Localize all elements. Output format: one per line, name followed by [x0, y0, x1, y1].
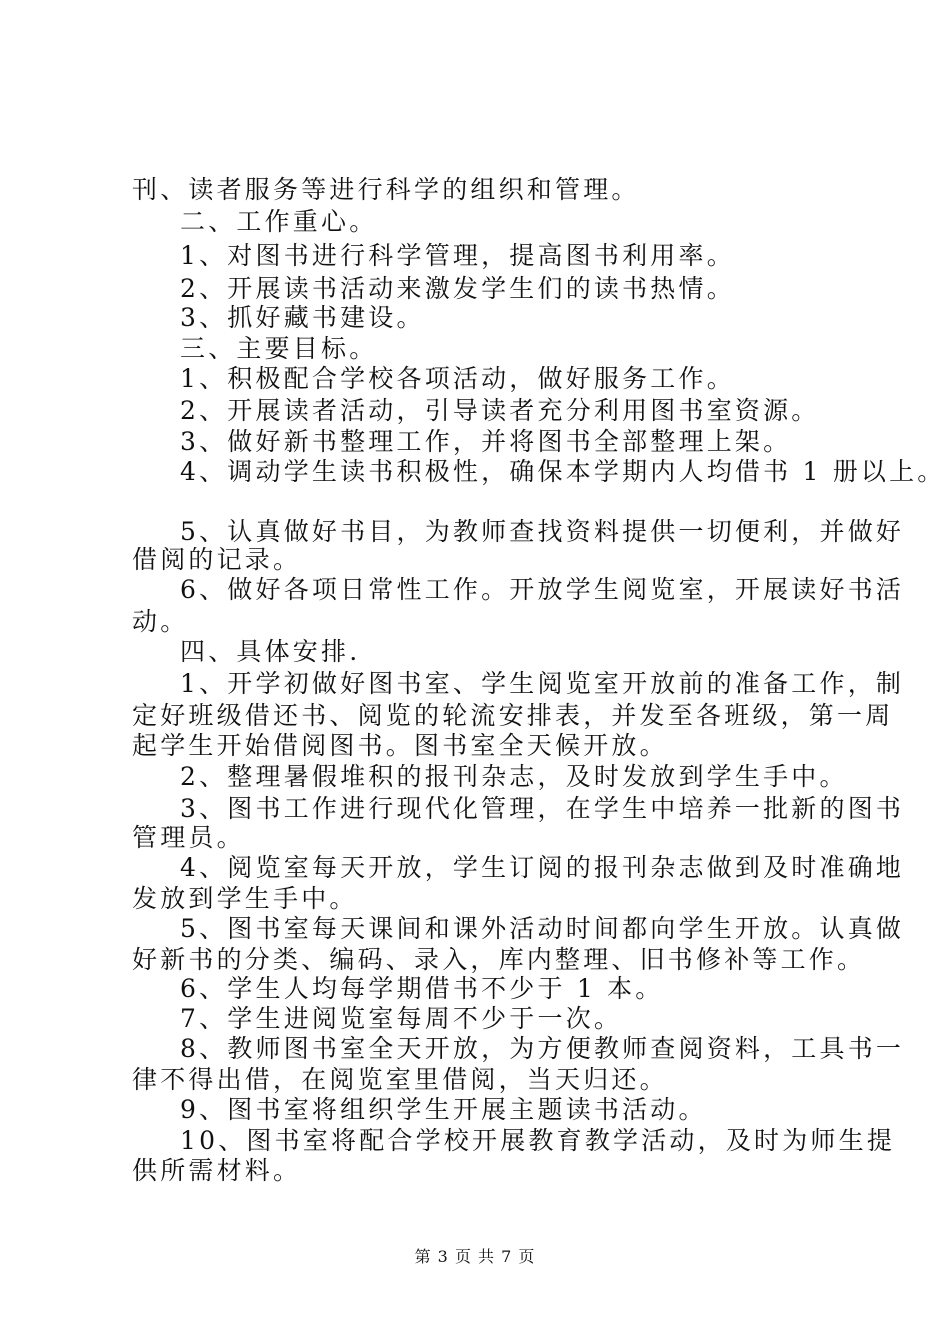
- text-line: 3、抓好藏书建设。: [180, 303, 425, 332]
- section-heading: 二、工作重心。: [180, 207, 378, 236]
- text-line: 9、图书室将组织学生开展主题读书活动。: [180, 1095, 707, 1124]
- text-line: 1、对图书进行科学管理，提高图书利用率。: [180, 241, 735, 270]
- text-line: 起学生开始借阅图书。图书室全天候开放。: [132, 731, 668, 760]
- text-line: 借阅的记录。: [132, 545, 302, 574]
- text-line: 好新书的分类、编码、录入，库内整理、旧书修补等工作。: [132, 945, 866, 974]
- section-heading: 三、主要目标。: [180, 334, 378, 363]
- text-line: 4、阅览室每天开放，学生订阅的报刊杂志做到及时准确地: [180, 853, 905, 882]
- text-line: 8、教师图书室全天开放，为方便教师查阅资料，工具书一: [180, 1034, 905, 1063]
- text-line: 10、图书室将配合学校开展教育教学活动，及时为师生提: [180, 1126, 896, 1155]
- page-number-footer: 第 3 页 共 7 页: [414, 1247, 536, 1266]
- text-line: 发放到学生手中。: [132, 884, 358, 913]
- text-line: 供所需材料。: [132, 1156, 302, 1185]
- text-line: 刊、读者服务等进行科学的组织和管理。: [132, 175, 640, 204]
- text-line: 4、调动学生读书积极性，确保本学期内人均借书 1 册以上。: [180, 457, 946, 486]
- text-line: 5、认真做好书目，为教师查找资料提供一切便利，并做好: [180, 517, 905, 546]
- text-line: 管理员。: [132, 823, 245, 852]
- text-line: 3、图书工作进行现代化管理，在学生中培养一批新的图书: [180, 794, 905, 823]
- text-line: 律不得出借，在阅览室里借阅，当天归还。: [132, 1065, 668, 1094]
- text-line: 5、图书室每天课间和课外活动时间都向学生开放。认真做: [180, 914, 905, 943]
- text-line: 2、开展读书活动来激发学生们的读书热情。: [180, 274, 735, 303]
- text-line: 6、做好各项日常性工作。开放学生阅览室，开展读好书活: [180, 575, 905, 604]
- section-heading: 四、具体安排.: [180, 637, 361, 666]
- text-line: 6、学生人均每学期借书不少于 1 本。: [180, 974, 664, 1003]
- text-line: 3、做好新书整理工作，并将图书全部整理上架。: [180, 427, 792, 456]
- text-line: 定好班级借还书、阅览的轮流安排表，并发至各班级，第一周: [132, 701, 894, 730]
- text-line: 动。: [132, 607, 189, 636]
- text-line: 2、开展读者活动，引导读者充分利用图书室资源。: [180, 396, 820, 425]
- text-line: 2、整理暑假堆积的报刊杂志，及时发放到学生手中。: [180, 762, 848, 791]
- text-line: 7、学生进阅览室每周不少于一次。: [180, 1004, 623, 1033]
- text-line: 1、积极配合学校各项活动，做好服务工作。: [180, 364, 735, 393]
- text-line: 1、开学初做好图书室、学生阅览室开放前的准备工作，制: [180, 669, 905, 698]
